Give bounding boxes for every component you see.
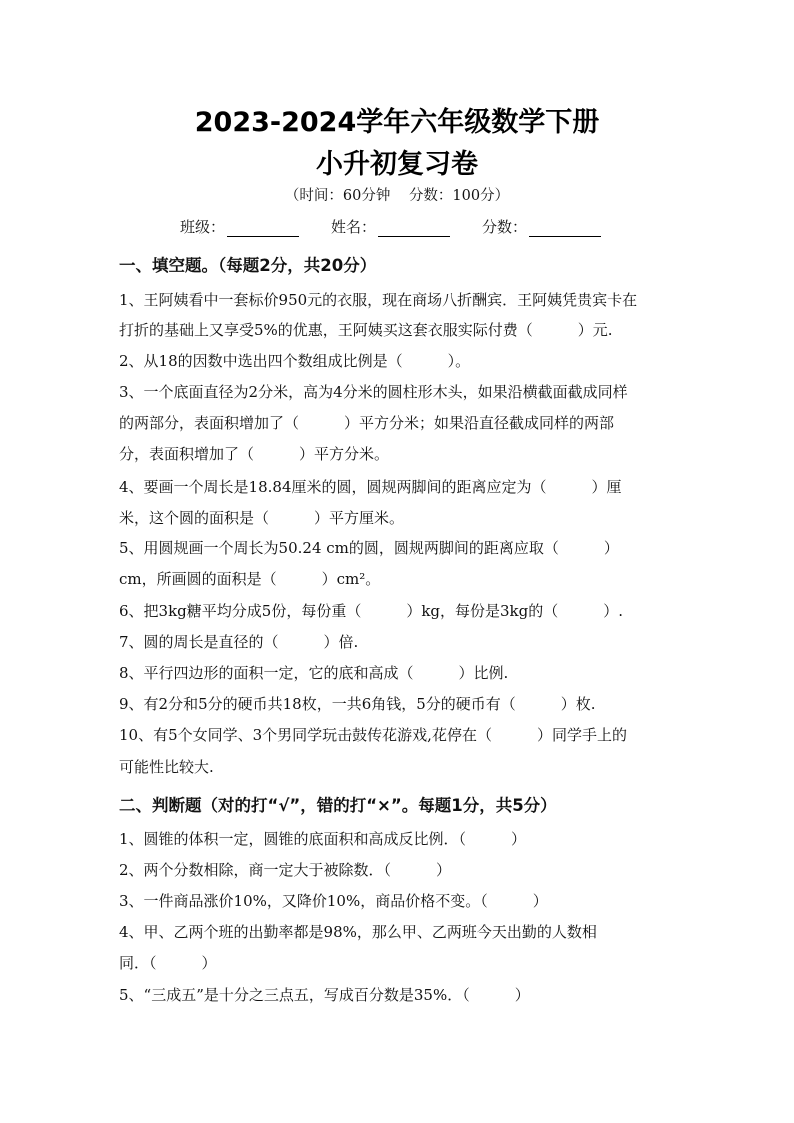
name-field	[331, 216, 450, 237]
question-line: 4、甲、乙两个班的出勤率都是98%，那么甲、乙两班今天出勤的人数相	[119, 923, 597, 941]
score-label: 分数：	[482, 218, 528, 236]
total-score-info: 分数：100分）	[408, 188, 510, 204]
question-line: 同．（ ）	[119, 954, 217, 972]
question-line: 打折的基础上又享受5%的优惠，王阿姨买这套衣服实际付费（ ）元.	[119, 321, 613, 339]
question-line: 10、有5个女同学、3个男同学玩击鼓传花游戏,花停在（ ）同学手上的	[119, 726, 627, 744]
time-info: （时间：60分钟	[284, 188, 391, 204]
class-field	[180, 216, 299, 237]
question-line: 6、把3kg糖平均分成5份，每份重（ ）kg，每份是3kg的（ ）.	[119, 602, 624, 620]
page-title: 2023-2024学年六年级数学下册	[194, 107, 600, 138]
question-line: 米，这个圆的面积是（ ）平方厘米。	[119, 509, 405, 527]
class-label: 班级：	[180, 218, 226, 236]
question-line: cm，所画圆的面积是（ ）cm²。	[119, 570, 381, 588]
question-line: 7、圆的周长是直径的（ ）倍.	[119, 633, 359, 651]
score-field	[482, 216, 601, 237]
question-line: 8、平行四边形的面积一定，它的底和高成（ ）比例.	[119, 664, 509, 682]
question-line: 5、“三成五”是十分之三点五，写成百分数是35%．（ ）	[119, 986, 530, 1004]
name-blank[interactable]	[378, 220, 450, 237]
name-label: 姓名：	[331, 218, 377, 236]
question-line: 的两部分，表面积增加了（ ）平方分米；如果沿直径截成同样的两部	[119, 414, 615, 432]
student-info-row	[180, 216, 700, 237]
question-line: 2、两个分数相除，商一定大于被除数．（ ）	[119, 861, 452, 879]
question-line: 4、要画一个周长是18.84厘米的圆，圆规两脚间的距离应定为（ ）厘	[119, 478, 622, 496]
page-subtitle: 小升初复习卷	[316, 149, 478, 180]
question-line: 1、王阿姨看中一套标价950元的衣服，现在商场八折酬宾．王阿姨凭贵宾卡在	[119, 291, 638, 309]
question-line: 2、从18的因数中选出四个数组成比例是（ ）。	[119, 352, 471, 370]
class-blank[interactable]	[227, 220, 299, 237]
exam-meta	[0, 184, 794, 205]
question-line: 3、一件商品涨价10%，又降价10%，商品价格不变。（ ）	[119, 892, 548, 910]
question-line: 9、有2分和5分的硬币共18枚，一共6角钱，5分的硬币有（ ）枚.	[119, 695, 596, 713]
score-blank[interactable]	[529, 220, 601, 237]
question-line: 3、一个底面直径为2分米，高为4分米的圆柱形木头，如果沿横截面截成同样	[119, 383, 628, 401]
section-heading-fill-blank: 一、填空题。（每题2分，共20分）	[119, 256, 377, 275]
question-line: 分，表面积增加了（ ）平方分米。	[119, 445, 390, 463]
question-line: 可能性比较大.	[119, 758, 214, 776]
section-heading-true-false: 二、判断题（对的打“√”，错的打“×”。每题1分，共5分）	[119, 796, 557, 815]
question-line: 1、圆锥的体积一定，圆锥的底面积和高成反比例．（ ）	[119, 830, 527, 848]
question-line: 5、用圆规画一个周长为50.24 cm的圆，圆规两脚间的距离应取（ ）	[119, 539, 619, 557]
